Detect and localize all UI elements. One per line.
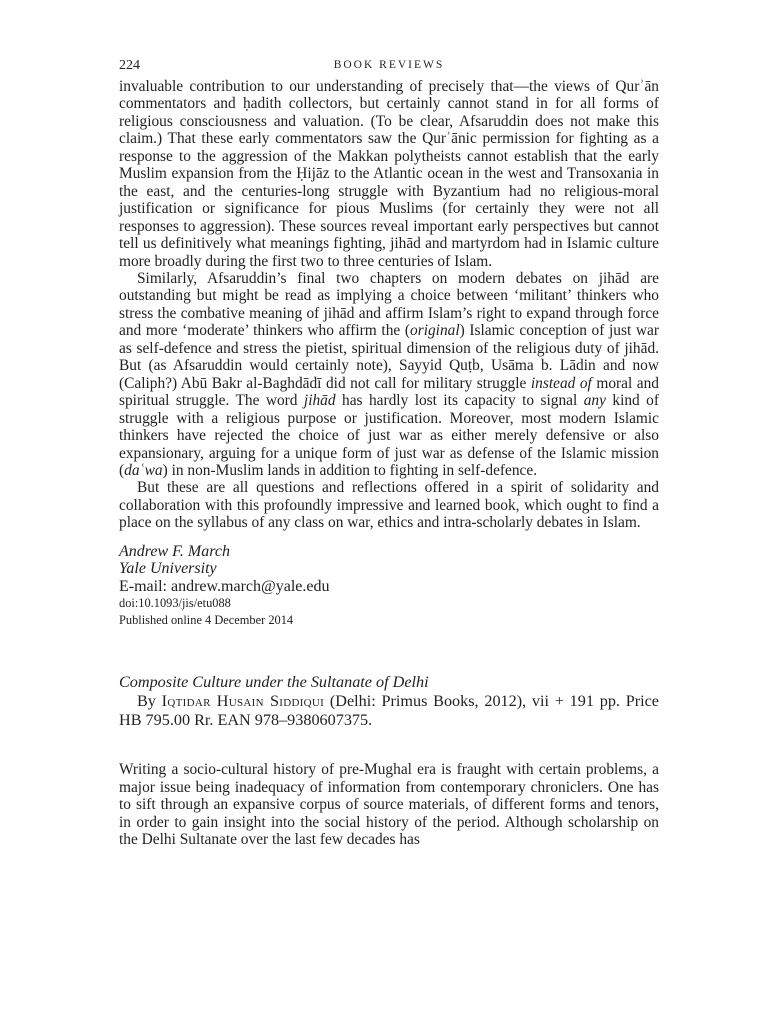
page [119, 56, 659, 849]
book-details: (Delhi: Primus Books, 2012), vii + 191 pp. Price HB 795.00 Rr. EAN 978–9380607375. [119, 692, 659, 730]
paragraph-3: But these are all questions and reflections offered in a spirit of solidarity and collaboration with this profoundly impressive and learned book, which ought to find a place on the syllabus of any class on war, ethics and intra-scholarly debates in Islam. [119, 479, 659, 532]
review-book-title: Composite Culture under the Sultanate of Delhi [119, 673, 429, 692]
paragraph-2-italic-dawa: daʿwa [124, 461, 163, 479]
running-head: BOOK REVIEWS [333, 59, 445, 71]
paragraph-2-text-c: ) Islamic conception of just war as self-defence and stress the pietist, spiritual dimension of the religious duty of jihād. But (as Afsaruddin would certainly note), Sayyid Quṭb, Usāma b. Lādin and now (Caliph?) Abū Bakr al-Baghdādī did not call for military struggle [119, 322, 659, 392]
paragraph-2-italic-jihad: jihād [303, 392, 336, 410]
page-header [119, 56, 659, 78]
paragraph-2-text-k: ) in non-Muslim lands in addition to fighting in self-defence. [162, 461, 538, 479]
paragraph-2-text-g: has hardly lost its capacity to signal [335, 392, 584, 410]
byline-by: By [137, 692, 162, 711]
paragraph-2-text-a: Similarly, Afsaruddin’s final two chapters on modern debates on jihād are outstanding but might be read as implying a choice between ‘militant’ thinkers who stress the combative meaning of jihād and affirm Islam’s right to expand through force and more ‘moderate’ thinkers who affirm the ( [119, 269, 659, 340]
review-paragraph-1: Writing a socio-cultural history of pre-Mughal era is fraught with certain problems, a major issue being inadequacy of information from contemporary chroniclers. One has to sift through an expansive corpus of source materials, of different forms and tenors, in order to gain insight into the social history of the period. Although scholarship on the Delhi Sultanate over the last few decades has [119, 761, 659, 849]
paragraph-2-text-e: moral and spiritual struggle. The word [119, 374, 659, 410]
doi: doi:10.1093/jis/etu088 [119, 596, 231, 611]
paragraph-2-italic-instead-of: instead of [530, 374, 592, 392]
paragraph-2-italic-original: original [410, 322, 460, 340]
reviewer-signature [119, 543, 659, 630]
paragraph-2 [119, 270, 659, 479]
reviewer-email: E-mail: andrew.march@yale.edu [119, 577, 330, 595]
review-byline [119, 692, 659, 730]
paragraph-2-text-i: kind of struggle with a religious purpose or justification. Moreover, most modern Islamic thinkers have rejected the choice of just war as either merely defensive or also expansionary, arguing for a unique form of just war as defense of the Islamic mission ( [119, 392, 659, 479]
review-body [119, 761, 659, 848]
paragraph-2-italic-any: any [583, 392, 606, 410]
reviewer-affiliation: Yale University [119, 560, 217, 578]
page-number: 224 [119, 58, 140, 73]
reviewer-name: Andrew F. March [119, 542, 230, 560]
paragraph-1: invaluable contribution to our understanding of precisely that—the views of Qurʾān commentators and ḥadith collectors, but certainly cannot stand in for all forms of religious consciousness and valuation. (To be clear, Afsaruddin does not make this claim.) That these early commentators saw the Qurʾānic permission for fighting as a response to the aggression of the Makkan polytheists cannot establish that the early Muslim expansion from the Ḥijāz to the Atlantic ocean in the west and Transoxania in the east, and the centuries-long struggle with Byzantium had no religious-moral justification or significance for pious Muslims (for certainly they were not all responses to aggression). These sources reveal important early perspectives but cannot tell us definitively what meanings fighting, jihād and martyrdom had in Islamic culture more broadly during the first two to three centuries of Islam. [119, 78, 659, 270]
published-date: Published online 4 December 2014 [119, 613, 294, 628]
book-author: Iqtidar Husain Siddiqui [161, 692, 325, 711]
review-continuation [119, 78, 659, 532]
